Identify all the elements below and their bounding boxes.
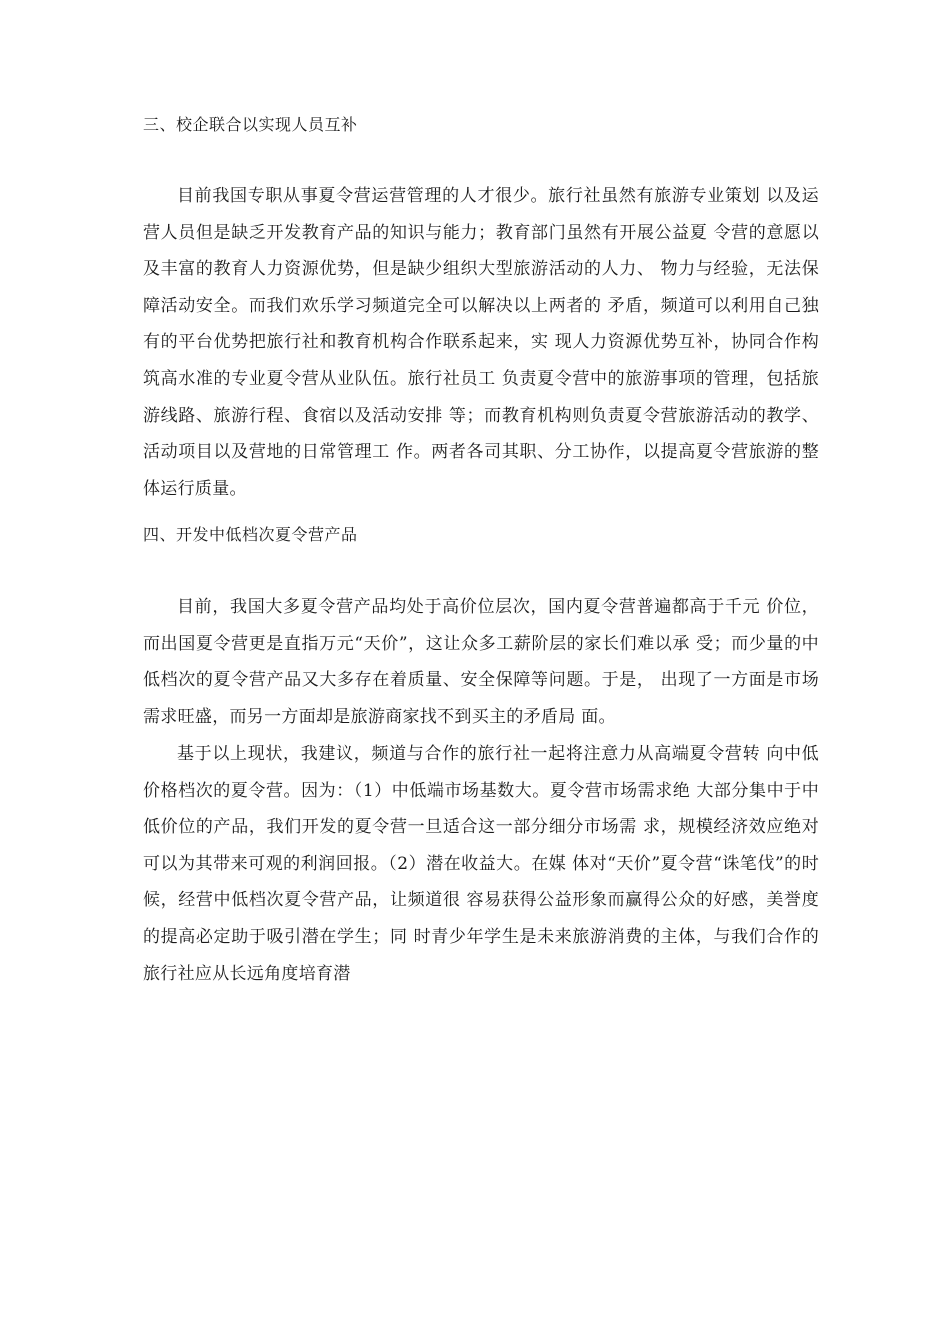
section-4-paragraph-1: 目前，我国大多夏令营产品均处于高价位层次，国内夏令营普遍都高于千元 价位，而出国夏令营更是直指万元“天价”，这让众多工薪阶层的家长们难以承 受；而少量的中低档次的夏令营产品又大多存在着质量、安全保障等问题。于是， 出现了一方面是市场需求旺盛，而另一方面却是旅游商家找不到买主的矛盾局 面。 xyxy=(143,597,819,727)
section-4-paragraph-2: 基于以上现状，我建议，频道与合作的旅行社一起将注意力从高端夏令营转 向中低价格档次的夏令营。因为：（1）中低端市场基数大。夏令营市场需求绝 大部分集中于中低价位的产品，我们开发的夏令营一旦适合这一部分细分市场需 求，规模经济效应绝对可以为其带来可观的利润回报。（2）潜在收益大。在媒 体对“天价”夏令营“诛笔伐”的时候，经营中低档次夏令营产品，让频道很 容易获得公益形象而赢得公众的好感，美誉度的提高必定助于吸引潜在学生；同 时青少年学生是未来旅游消费的主体，与我们合作的旅行社应从长远角度培育潜 xyxy=(143,744,819,984)
section-heading-4: 四、开发中低档次夏令营产品 xyxy=(143,525,358,544)
section-3-paragraph-1: 目前我国专职从事夏令营运营管理的人才很少。旅行社虽然有旅游专业策划 以及运营人员但是缺乏开发教育产品的知识与能力；教育部门虽然有开展公益夏 令营的意愿以及丰富的教育人力资源优势，但是缺少组织大型旅游活动的人力、 物力与经验，无法保障活动安全。而我们欢乐学习频道完全可以解决以上两者的 矛盾，频道可以利用自己独有的平台优势把旅行社和教育机构合作联系起来，实 现人力资源优势互补，协同合作构筑高水准的专业夏令营从业队伍。旅行社员工 负责夏令营中的旅游事项的管理，包括旅游线路、旅游行程、食宿以及活动安排 等；而教育机构则负责夏令营旅游活动的教学、活动项目以及营地的日常管理工 作。两者各司其职、分工协作，以提高夏令营旅游的整体运行质量。 xyxy=(143,186,819,499)
section-heading-3: 三、校企联合以实现人员互补 xyxy=(143,115,358,134)
